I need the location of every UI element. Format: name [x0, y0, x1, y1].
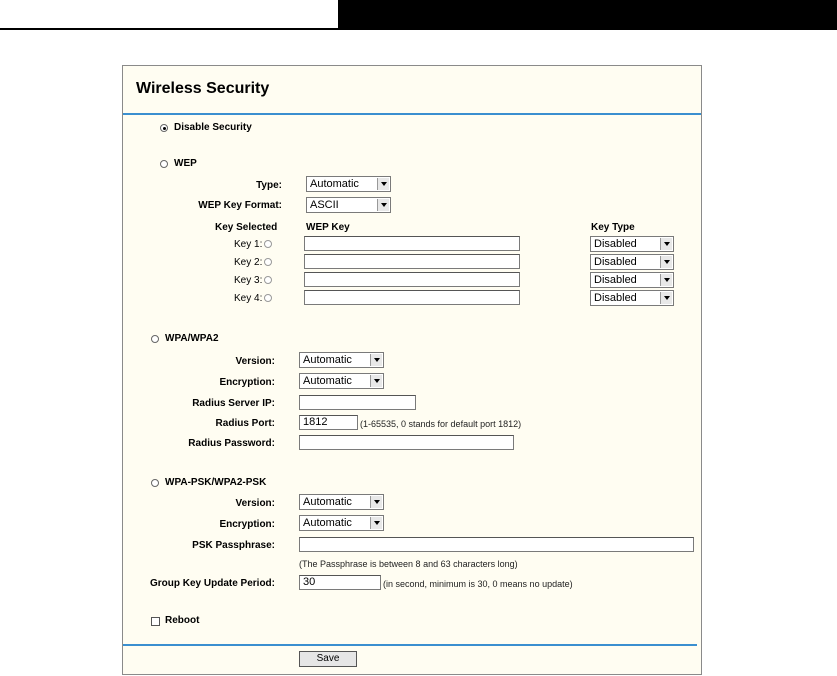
wep-label: WEP: [174, 158, 197, 169]
group-key-update-period-label: Group Key Update Period:: [149, 578, 275, 589]
key-2-input[interactable]: [304, 254, 520, 269]
key-3-label: Key 3:: [234, 275, 263, 286]
title-divider: [123, 113, 701, 115]
radius-password-label: Radius Password:: [188, 438, 275, 449]
chevron-down-icon: [377, 178, 389, 190]
key-4-input[interactable]: [304, 290, 520, 305]
radius-port-label: Radius Port:: [215, 418, 275, 429]
chevron-down-icon: [370, 496, 382, 508]
key-1-input[interactable]: [304, 236, 520, 251]
footer-divider: [123, 644, 697, 646]
disable-security-label: Disable Security: [174, 122, 252, 133]
wpa-encryption-label: Encryption:: [219, 377, 275, 388]
key-3-type-select[interactable]: [590, 272, 674, 288]
group-key-update-period-hint: (in second, minimum is 30, 0 means no update): [383, 579, 573, 589]
key-3-radio[interactable]: [264, 276, 272, 284]
wep-key-header: WEP Key: [306, 222, 350, 233]
wep-radio[interactable]: [160, 160, 168, 168]
psk-version-label: Version:: [235, 498, 275, 509]
key-4-type-value: Disabled: [594, 292, 637, 304]
key-3-input[interactable]: [304, 272, 520, 287]
radius-server-ip-label: Radius Server IP:: [192, 398, 275, 409]
psk-passphrase-label: PSK Passphrase:: [192, 540, 275, 551]
wpa-label: WPA/WPA2: [165, 333, 219, 344]
disable-security-radio[interactable]: [160, 124, 168, 132]
key-3-type-value: Disabled: [594, 274, 637, 286]
reboot-label: Reboot: [165, 615, 200, 626]
key-4-label: Key 4:: [234, 293, 263, 304]
psk-version-value: Automatic: [303, 496, 352, 508]
psk-passphrase-hint: (The Passphrase is between 8 and 63 characters long): [299, 559, 518, 569]
psk-passphrase-input[interactable]: [299, 537, 694, 552]
chevron-down-icon: [370, 375, 382, 387]
group-key-update-period-input[interactable]: 30: [299, 575, 381, 590]
wep-key-format-value: ASCII: [310, 199, 339, 211]
wpa-version-select[interactable]: [299, 352, 384, 368]
wpa-encryption-value: Automatic: [303, 375, 352, 387]
key-2-type-value: Disabled: [594, 256, 637, 268]
key-selected-header: Key Selected: [215, 222, 278, 233]
wpa-encryption-select[interactable]: [299, 373, 384, 389]
key-2-type-select[interactable]: [590, 254, 674, 270]
psk-encryption-label: Encryption:: [219, 519, 275, 530]
psk-encryption-value: Automatic: [303, 517, 352, 529]
key-1-label: Key 1:: [234, 239, 263, 250]
chevron-down-icon: [377, 199, 389, 211]
document-header-rule: [0, 28, 837, 30]
save-button[interactable]: Save: [299, 651, 357, 667]
psk-version-select[interactable]: [299, 494, 384, 510]
key-4-radio[interactable]: [264, 294, 272, 302]
wep-key-format-select[interactable]: [306, 197, 391, 213]
radius-server-ip-input[interactable]: [299, 395, 416, 410]
chevron-down-icon: [660, 256, 672, 268]
chevron-down-icon: [370, 354, 382, 366]
key-4-type-select[interactable]: [590, 290, 674, 306]
psk-encryption-select[interactable]: [299, 515, 384, 531]
key-2-label: Key 2:: [234, 257, 263, 268]
wep-type-label: Type:: [256, 180, 282, 191]
wep-type-select[interactable]: [306, 176, 391, 192]
wpa-psk-label: WPA-PSK/WPA2-PSK: [165, 477, 267, 488]
page-title: Wireless Security: [136, 80, 270, 97]
key-1-radio[interactable]: [264, 240, 272, 248]
wep-key-format-label: WEP Key Format:: [198, 200, 282, 211]
reboot-checkbox[interactable]: [151, 617, 160, 626]
chevron-down-icon: [660, 292, 672, 304]
key-1-type-select[interactable]: [590, 236, 674, 252]
wpa-radio[interactable]: [151, 335, 159, 343]
chevron-down-icon: [660, 274, 672, 286]
radius-password-input[interactable]: [299, 435, 514, 450]
wpa-psk-radio[interactable]: [151, 479, 159, 487]
wep-type-value: Automatic: [310, 178, 359, 190]
document-header-bar: [338, 0, 837, 28]
key-type-header: Key Type: [591, 222, 635, 233]
wpa-version-value: Automatic: [303, 354, 352, 366]
chevron-down-icon: [660, 238, 672, 250]
wpa-version-label: Version:: [235, 356, 275, 367]
key-1-type-value: Disabled: [594, 238, 637, 250]
chevron-down-icon: [370, 517, 382, 529]
radius-port-input[interactable]: 1812: [299, 415, 358, 430]
key-2-radio[interactable]: [264, 258, 272, 266]
radius-port-hint: (1-65535, 0 stands for default port 1812): [360, 419, 522, 429]
